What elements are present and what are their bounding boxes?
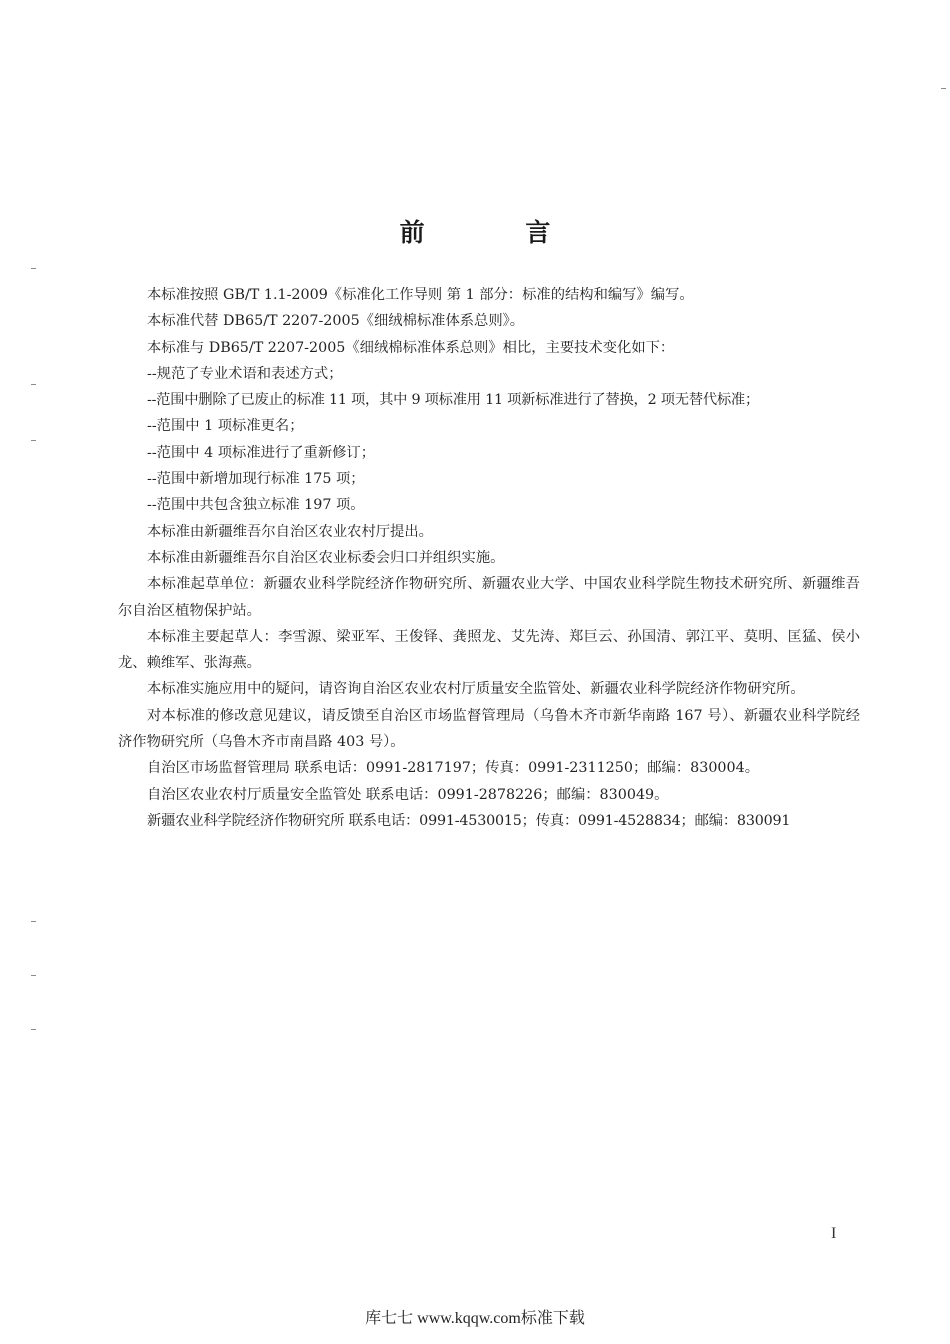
contact-line: 新疆农业科学院经济作物研究所 联系电话：0991-4530015；传真：0991-4528834；邮编：830091 — [147, 812, 791, 829]
paragraph: 本标准代替 DB65/T 2207-2005《细绒棉标准体系总则》。 — [147, 313, 525, 330]
page-number: I — [831, 1225, 837, 1242]
paragraph: 本标准由新疆维吾尔自治区农业农村厅提出。 — [147, 523, 433, 540]
paragraph: 本标准主要起草人：李雪源、梁亚军、王俊铎、龚照龙、艾先涛、郑巨云、孙国清、郭江平、莫明、匡猛、侯小龙、赖维军、张海燕。 — [118, 628, 860, 672]
margin-mark — [31, 268, 36, 269]
margin-mark — [941, 88, 946, 89]
paragraph: 对本标准的修改意见建议，请反馈至自治区市场监督管理局（乌鲁木齐市新华南路 167 号）、新疆农业科学院经济作物研究所（乌鲁木齐市南昌路 403 号）。 — [118, 707, 860, 751]
margin-mark — [31, 1029, 36, 1030]
margin-mark — [31, 384, 36, 385]
paragraph: 本标准实施应用中的疑问，请咨询自治区农业农村厅质量安全监管处、新疆农业科学院经济作物研究所。 — [147, 681, 805, 698]
list-item: --范围中 4 项标准进行了重新修订； — [147, 444, 376, 461]
list-item: --范围中新增加现行标准 175 项； — [147, 471, 365, 488]
margin-mark — [31, 921, 36, 922]
contact-line: 自治区农业农村厅质量安全监管处 联系电话：0991-2878226；邮编：830049。 — [147, 786, 669, 803]
paragraph: 本标准起草单位：新疆农业科学院经济作物研究所、新疆农业大学、中国农业科学院生物技术研究所、新疆维吾尔自治区植物保护站。 — [118, 576, 860, 619]
paragraph: 本标准按照 GB/T 1.1-2009《标准化工作导则 第 1 部分：标准的结构和编写》编写。 — [147, 287, 694, 303]
page-title: 前 言 — [399, 217, 597, 247]
list-item: --范围中 1 项标准更名； — [147, 418, 304, 435]
margin-mark — [31, 975, 36, 976]
margin-mark — [31, 440, 36, 441]
list-item: --范围中共包含独立标准 197 项。 — [147, 497, 365, 514]
contact-line: 自治区市场监督管理局 联系电话：0991-2817197；传真：0991-2311250；邮编：830004。 — [147, 760, 760, 777]
list-item: --范围中删除了已废止的标准 11 项，其中 9 项标准用 11 项新标准进行了替换，2 项无替代标准； — [147, 392, 760, 409]
paragraph: 本标准由新疆维吾尔自治区农业标委会归口并组织实施。 — [147, 549, 505, 566]
watermark-footer: 库七七 www.kqqw.com标准下载 — [365, 1310, 585, 1327]
list-item: --规范了专业术语和表述方式； — [147, 365, 343, 382]
document-body — [118, 282, 860, 834]
paragraph: 本标准与 DB65/T 2207-2005《细绒棉标准体系总则》相比，主要技术变化如下： — [147, 339, 675, 356]
